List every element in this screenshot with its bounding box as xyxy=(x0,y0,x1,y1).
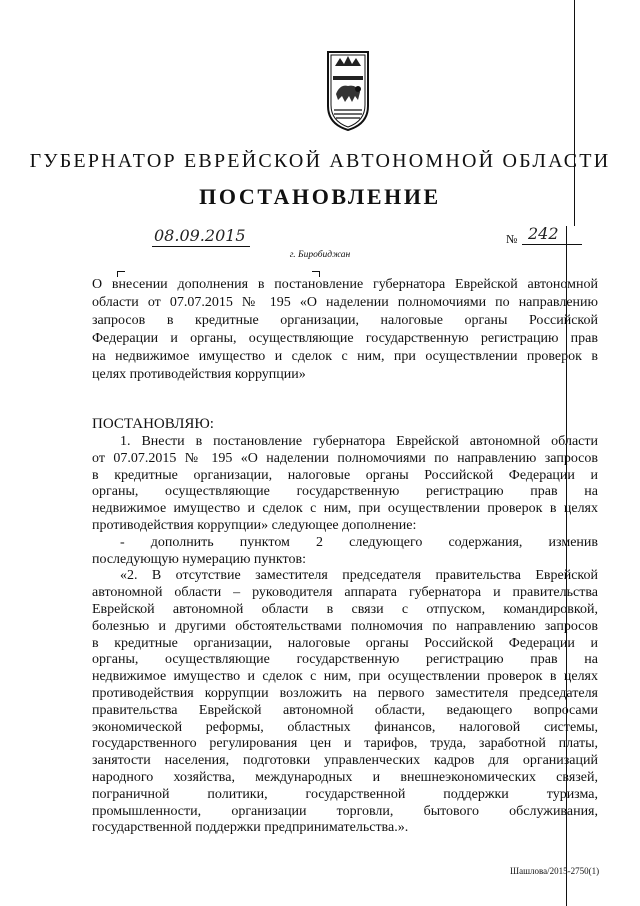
body-line: правительства Еврейской автономной области, ведающего вопросами xyxy=(92,702,598,718)
number-label: № xyxy=(506,232,518,246)
body-line: занятости населения, подготовки управленческих кадров для организаций xyxy=(92,753,598,769)
body-line: Еврейской автономной области в связи с отпуском, командировкой, xyxy=(92,601,598,617)
scan-fold-line xyxy=(574,0,575,226)
body-line: недвижимое имущество и сделок с ним, при осуществлении проверок в целях xyxy=(92,669,598,685)
body-line: промышленности, организации торговли, бытового обслуживания, xyxy=(92,803,598,819)
body-line: недвижимое имущество и сделок с ним, при осуществлении проверок в целях xyxy=(92,501,598,517)
subject-line: целях противодействия коррупции» xyxy=(92,367,306,382)
date-handwritten: 08.09.2015 xyxy=(152,226,250,247)
body-line: органы, осуществляющие государственную регистрацию прав на xyxy=(92,652,598,668)
body-line: противодействия коррупции» следующее дополнение: xyxy=(92,517,417,533)
body-line: органы, осуществляющие государственную регистрацию прав на xyxy=(92,484,598,500)
body-line: противодействия коррупции возложить на первого заместителя председателя xyxy=(92,685,598,701)
body-line: в кредитные организации, налоговые органы Российской Федерации и xyxy=(92,635,598,651)
body-line: государственного регулирования цен и тарифов, труда, заработной платы, xyxy=(92,736,598,752)
footer-reference-code: Шашлова/2015-2750(1) xyxy=(510,866,600,876)
subject-line: О внесении дополнения в постановление губернатора Еврейской автономной xyxy=(92,277,598,292)
subject-line: на недвижимое имущество и сделок с ним, при осуществлении проверок в xyxy=(92,349,598,364)
document-type-heading: ПОСТАНОВЛЕНИЕ xyxy=(199,184,441,209)
resolution-body xyxy=(92,434,598,837)
resolve-heading: ПОСТАНОВЛЯЮ: xyxy=(92,416,214,432)
body-line: народного хозяйства, международных и внешнеэкономических связей, xyxy=(92,769,598,785)
body-line: последующую нумерацию пунктов: xyxy=(92,551,306,567)
body-line: болезнью и другими обстоятельствами полномочия по направлению запросов xyxy=(92,618,598,634)
subject-line: запросов в кредитные организации, налоговые органы Российской xyxy=(92,313,598,328)
body-line: пограничной политики, государственной поддержки туризма, xyxy=(92,786,598,802)
body-line: «2. В отсутствие заместителя председателя правительства Еврейской xyxy=(120,568,598,584)
coat-of-arms-emblem xyxy=(322,50,374,132)
body-line: от 07.07.2015 № 195 «О наделении полномочиями по направлению запросов xyxy=(92,450,598,466)
governor-title: ГУБЕРНАТОР ЕВРЕЙСКОЙ АВТОНОМНОЙ ОБЛАСТИ xyxy=(29,150,611,172)
body-line: в кредитные организации, налоговые органы Российской Федерации и xyxy=(92,467,598,483)
city-label: г. Биробиджан xyxy=(289,250,351,260)
subject-block xyxy=(92,276,598,384)
number-handwritten: 242 xyxy=(522,224,582,245)
body-line: государственной поддержки предпринимательства.». xyxy=(92,820,409,836)
scan-fold-line xyxy=(566,226,567,906)
body-line: экономической реформы, областных финансов, налоговой системы, xyxy=(92,719,598,735)
body-line: автономной области – руководителя аппарата губернатора и правительства xyxy=(92,585,598,601)
subject-line: области от 07.07.2015 № 195 «О наделении полномочиями по направлению xyxy=(92,295,598,310)
body-line: - дополнить пунктом 2 следующего содержания, изменив xyxy=(120,534,598,550)
subject-line: Федерации и органы, осуществляющие государственную регистрацию прав xyxy=(92,331,598,346)
body-line: 1. Внести в постановление губернатора Еврейской автономной области xyxy=(120,434,598,449)
